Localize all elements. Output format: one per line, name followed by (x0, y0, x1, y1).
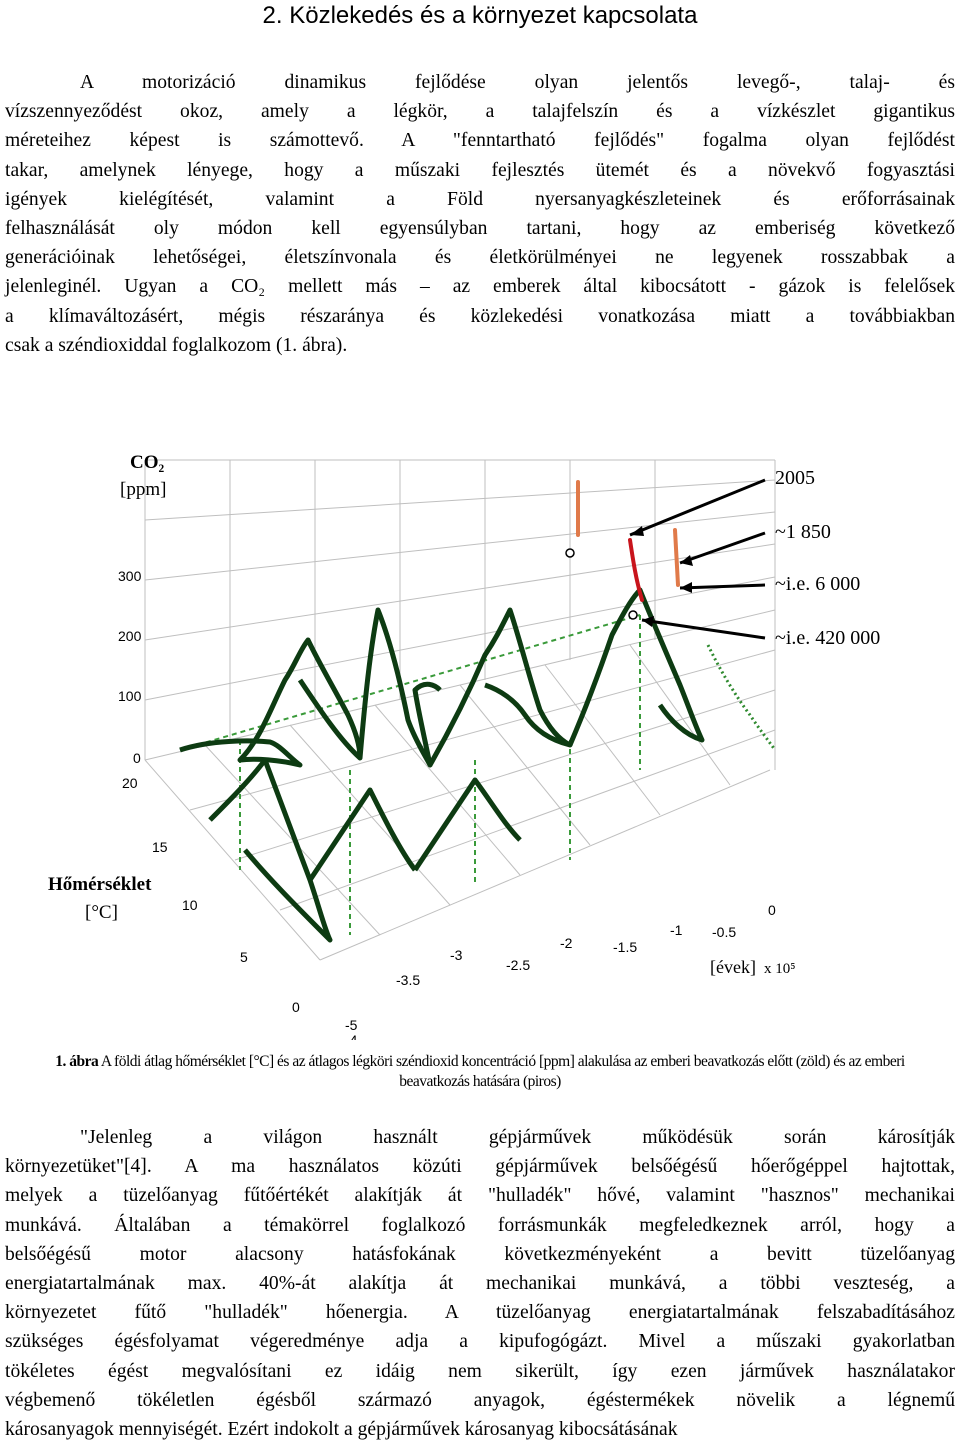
marker-circle (629, 611, 637, 619)
z-tick: 0 (292, 999, 300, 1015)
z-tick: 5 (240, 949, 248, 965)
paragraph-line: vízszennyeződést okoz, amely a légkör, a talajfelszín és a vízkészlet gigantikus (5, 101, 955, 123)
x-axis-scale: x 10⁵ (764, 961, 796, 977)
paragraph-line: "Jelenleg a világon használt gépjárművek működésük során károsítják (80, 1127, 955, 1148)
y-axis-title: CO₂ (130, 452, 165, 473)
intro-paragraph (5, 68, 955, 360)
x-tick: -1 (670, 922, 683, 938)
paragraph-line: igények kielégítését, valamint a Föld nyersanyagkészleteinek és erőforrásainak (5, 188, 955, 210)
y-tick: 0 (133, 750, 141, 766)
paragraph-line: generációinak lehetőségei, életszínvonala és életkörülményei ne legyenek rosszabbak a (5, 247, 955, 269)
x-tick: -4 (345, 1032, 358, 1040)
recent-trend-curve (708, 645, 775, 750)
drop-lines (180, 615, 640, 935)
paragraph-line: belsőégésű motor alacsony hatásfokának következményeként a bevitt tüzelőanyag (5, 1243, 955, 1265)
section-heading: 2. Közlekedés és a környezet kapcsolata (262, 2, 698, 29)
figure-caption (20, 1052, 940, 1092)
z-tick: 10 (182, 897, 198, 913)
annotation-420000: ~i.e. 420 000 (775, 627, 881, 649)
x-tick: -1.5 (613, 939, 638, 955)
paragraph-line: melyek a tüzelőanyag fűtőértékét alakítják át "hulladék" hővé, valamint "hasznos" mechanikai (5, 1185, 955, 1207)
caption-label: 1. ábra (55, 1053, 99, 1070)
paragraph-line: felhasználását oly módon kell egyensúlyban tartani, hogy az emberiség következő (5, 218, 955, 240)
paragraph-line: környezetüket"[4]. A ma használatos közúti gépjárművek belsőégésű hőerőgéppel hajtottak, (5, 1156, 955, 1178)
paragraph-line: szükséges égésfolyamat végeredménye adja a kipufogógázt. Mivel a műszaki gyakorlatban (5, 1331, 955, 1353)
paragraph-line: tökéletes égést megvalósítani ez idáig nem sikerült, így ezen járművek használatakor (5, 1360, 955, 1382)
arrow-heads (630, 526, 693, 627)
paragraph-line: jelenleginél. Ugyan a CO₂ mellett más – az emberek által kibocsátott - gázok is felelősek (5, 276, 955, 298)
z-axis-title: Hőmérséklet (48, 874, 152, 895)
paragraph-line: a klímaváltozásért, mégis részaránya és közlekedési vonatkozása miatt a továbbiakban (5, 305, 955, 327)
paragraph-line: környezetet fűtő "hulladék" hőenergia. A tüzelőanyag energiatartalmának felszabadításához (5, 1302, 955, 1324)
z-tick: -5 (345, 1017, 358, 1033)
annotation-6000: ~i.e. 6 000 (775, 573, 861, 595)
paragraph-line: A motorizáció dinamikus fejlődése olyan jelentős levegő-, talaj- és (80, 72, 955, 93)
y-tick: 20 (122, 775, 138, 791)
x-tick: -0.5 (712, 924, 737, 940)
co2-temperature-figure (30, 440, 930, 1040)
x-axis-unit: [évek] (710, 957, 756, 977)
marker-circle (566, 549, 574, 557)
paragraph-line: károsanyagok mennyiségét. Ezért indokolt a gépjárművek károsanyag kibocsátásának (5, 1419, 678, 1441)
y-tick: 200 (118, 628, 142, 644)
z-axis-unit: [°C] (85, 902, 118, 923)
caption-text: A földi átlag hőmérséklet [°C] és az átlagos légköri széndioxid koncentráció [ppm] alakulása az emberi beavatkozás előtt (zöld) és az emberi beavatkozás hatására (piros) (100, 1053, 905, 1090)
paragraph-line: csak a széndioxiddal foglalkozom (1. ábra). (5, 334, 348, 356)
paragraph-line: energiatartalmának max. 40%-át alakítja át mechanikai munkává, a többi veszteség, a (5, 1273, 955, 1295)
x-tick: -2 (560, 935, 573, 951)
x-tick: -3.5 (396, 972, 421, 988)
x-tick: -3 (450, 947, 463, 963)
y-tick: 300 (118, 568, 142, 584)
y-tick: 100 (118, 688, 142, 704)
figure-3d-plot (30, 440, 930, 1040)
paragraph-line: végbemenő tökéletlen égésből származó anyagok, égéstermékek növelik a légnemű (5, 1389, 955, 1411)
x-tick: -2.5 (506, 957, 531, 973)
paragraph-line: méreteihez képest is számottevő. A "fenntartható fejlődés" fogalma olyan fejlődést (5, 130, 955, 152)
y-axis-unit: [ppm] (120, 479, 167, 500)
x-tick: 0 (768, 902, 776, 918)
annotation-1850: ~1 850 (775, 521, 831, 543)
paragraph-line: munkává. Általában a témakörrel foglalkozó forrásmunkák megfeledkeznek arról, hogy a (5, 1214, 955, 1236)
paragraph-line: takar, amelynek lényege, hogy a műszaki fejlesztés ütemét és a növekvő fogyasztási (5, 159, 955, 181)
annotation-2005: 2005 (775, 467, 815, 489)
y-tick: 15 (152, 839, 168, 855)
human-co2-curve (578, 482, 678, 600)
body-paragraph (5, 1123, 955, 1444)
